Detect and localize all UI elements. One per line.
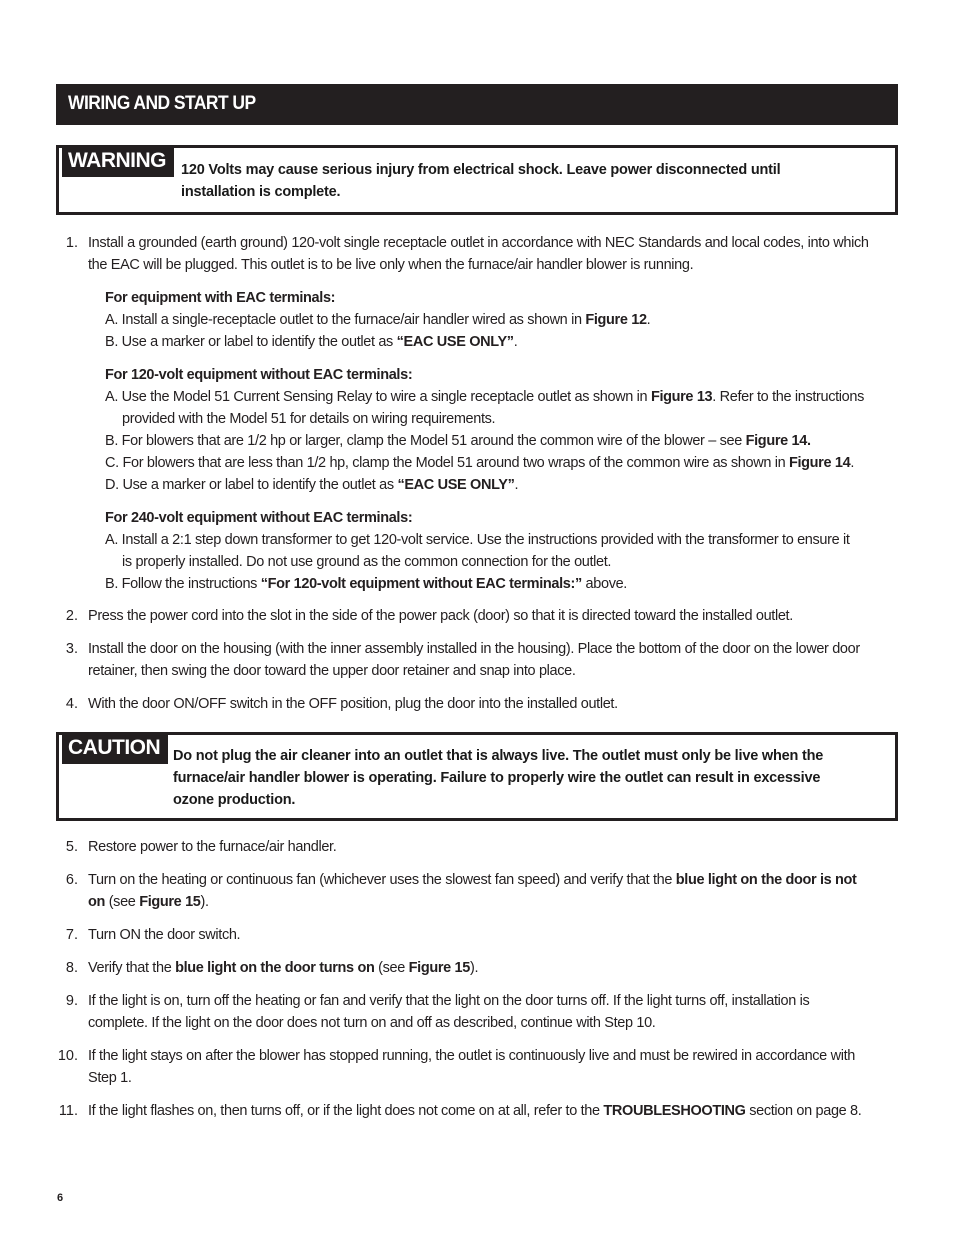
step-number: 1. <box>65 235 78 251</box>
step-number: 6. <box>65 872 78 888</box>
step-number: 4. <box>65 696 78 712</box>
v120-item-b: B. For blowers that are 1/2 hp or larger, clamp the Model 51 around the common wire of the blower – see Figure 14. <box>105 433 811 449</box>
step-5-text: Restore power to the furnace/air handler. <box>88 839 337 855</box>
eac-item-a: A. Install a single-receptacle outlet to the furnace/air handler wired as shown in Figure 12. <box>105 312 651 328</box>
caution-line-2: furnace/air handler blower is operating. Failure to properly wire the outlet can result in excessive <box>173 770 821 786</box>
subheading-240-volt: For 240-volt equipment without EAC terminals: <box>105 510 413 526</box>
caution-tag: CAUTION <box>62 735 168 764</box>
step-number: 7. <box>65 927 78 943</box>
v240-item-b: B. Follow the instructions “For 120-volt equipment without EAC terminals:” above. <box>105 576 627 592</box>
step-number: 10. <box>57 1048 78 1064</box>
step-number: 9. <box>65 993 78 1009</box>
step-6-line-2: on (see Figure 15). <box>88 894 209 910</box>
step-10-line-1: If the light stays on after the blower has stopped running, the outlet is continuously live and must be rewired in accordance with <box>88 1048 855 1064</box>
step-9-line-1: If the light is on, turn off the heating or fan and verify that the light on the door turns off. If the light turns off, installation is <box>88 993 810 1009</box>
warning-line-2: installation is complete. <box>181 184 341 200</box>
step-1-line-1: Install a grounded (earth ground) 120-volt single receptacle outlet in accordance with NEC Standards and local codes, into which <box>88 235 869 251</box>
v120-item-c: C. For blowers that are less than 1/2 hp, clamp the Model 51 around two wraps of the common wire as shown in Figure 14. <box>105 455 854 471</box>
warning-line-1: 120 Volts may cause serious injury from electrical shock. Leave power disconnected until <box>181 162 781 178</box>
step-7-text: Turn ON the door switch. <box>88 927 241 943</box>
step-3-line-1: Install the door on the housing (with the inner assembly installed in the housing). Place the bottom of the door on the lower door <box>88 641 860 657</box>
step-8-text: Verify that the blue light on the door turns on (see Figure 15). <box>88 960 479 976</box>
step-3-line-2: retainer, then swing the door toward the upper door retainer and snap into place. <box>88 663 576 679</box>
step-11-text: If the light flashes on, then turns off, or if the light does not come on at all, refer to the TROUBLESHOOTING section on page 8. <box>88 1103 862 1119</box>
section-banner <box>56 84 898 125</box>
page-number: 6 <box>57 1192 64 1204</box>
caution-box <box>56 732 898 821</box>
v240-item-a-line-1: A. Install a 2:1 step down transformer to get 120-volt service. Use the instructions provided with the transformer to ensure it <box>105 532 850 548</box>
step-2-text: Press the power cord into the slot in the side of the power pack (door) so that it is directed toward the installed outlet. <box>88 608 793 624</box>
step-number: 2. <box>65 608 78 624</box>
step-1-line-2: the EAC will be plugged. This outlet is to be live only when the furnace/air handler blower is running. <box>88 257 694 273</box>
step-9-line-2: complete. If the light on the door does not turn on and off as described, continue with Step 10. <box>88 1015 656 1031</box>
step-6-line-1: Turn on the heating or continuous fan (whichever uses the slowest fan speed) and verify that the blue light on the door is not <box>88 872 857 888</box>
v120-item-a: A. Use the Model 51 Current Sensing Relay to wire a single receptacle outlet as shown in Figure 13. Refer to the instructions <box>105 389 865 405</box>
warning-box <box>56 145 898 215</box>
step-number: 3. <box>65 641 78 657</box>
subheading-eac-terminals: For equipment with EAC terminals: <box>105 290 336 306</box>
step-4-text: With the door ON/OFF switch in the OFF position, plug the door into the installed outlet. <box>88 696 618 712</box>
step-number: 5. <box>65 839 78 855</box>
subheading-120-volt: For 120-volt equipment without EAC terminals: <box>105 367 413 383</box>
caution-line-3: ozone production. <box>173 792 296 808</box>
warning-tag: WARNING <box>62 148 174 177</box>
v120-item-d: D. Use a marker or label to identify the outlet as “EAC USE ONLY”. <box>105 477 519 493</box>
v240-item-a-line-2: is properly installed. Do not use ground as the common connection for the outlet. <box>122 554 612 570</box>
step-10-line-2: Step 1. <box>88 1070 132 1086</box>
eac-item-b: B. Use a marker or label to identify the outlet as “EAC USE ONLY”. <box>105 334 518 350</box>
step-number: 11. <box>58 1103 78 1119</box>
section-title: WIRING AND START UP <box>68 93 256 114</box>
step-number: 8. <box>65 960 78 976</box>
v120-item-a-line-2: provided with the Model 51 for details on wiring requirements. <box>122 411 496 427</box>
caution-line-1: Do not plug the air cleaner into an outlet that is always live. The outlet must only be live when the <box>173 748 824 764</box>
